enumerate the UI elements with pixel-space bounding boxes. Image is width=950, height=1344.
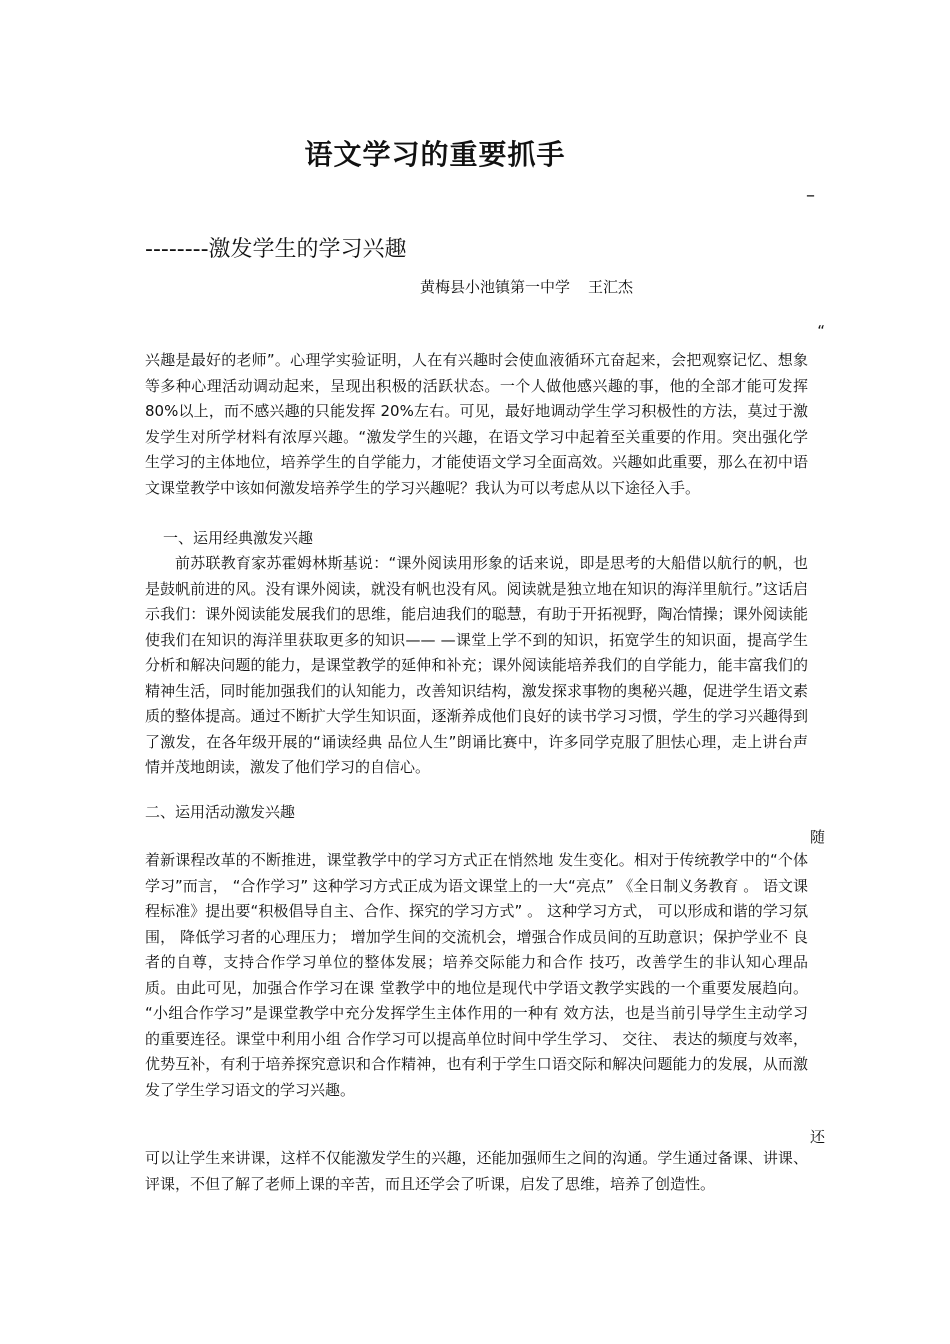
document-title: 语文学习的重要抓手 [304, 138, 566, 171]
title-dash-fragment: – [806, 185, 815, 206]
section1-heading: 一、运用经典激发兴趣 [163, 529, 314, 547]
section2-heading: 二、运用活动激发兴趣 [145, 803, 296, 821]
author-name: 王汇杰 [588, 278, 634, 296]
section2-paragraph: 着新课程改革的不断推进，课堂教学中的学习方式正在悄然地 发生变化。相对于传统教学中的“个体学习”而言， “合作学习” 这种学习方式正成为语文课堂上的一大“亮点” 《全日制义务教育 。 语文课程标准》提出要“积极倡导自主、合作、探究的学习方式” 。 这种学习方式， 可以形成和谐的学习氛围， 降低学习者的心理压力； 增加学生间的交流机会，增强合作成员间的互助意识；保护学业不 良者的自尊，支持合作学习单位的整体发展；培养交际能力和合作 技巧，改善学生的非认知心理品质。由此可见，加强合作学习在课 堂教学中的地位是现代中学语文教学实践的一个重要发展趋向。 “小组合作学习”是课堂教学中充分发挥学生主体作用的一种有 效方法，也是当前引导学生主动学习的重要连径。课堂中利用小组 合作学习可以提高单位时间中学生学习、 交往、 表达的频度与效率， 优势互补，有利于培养探究意识和合作精神，也有利于学生口语交际和解决问题能力的发展，从而激发了学生学习语文的学习兴趣。 [145, 851, 808, 1099]
section1-paragraph: 前苏联教育家苏霍姆林斯基说：“课外阅读用形象的话来说，即是思考的大船借以航行的帆，也是鼓帆前进的风。没有课外阅读，就没有帆也没有风。阅读就是独立地在知识的海洋里航行。”这话启示我们：课外阅读能发展我们的思维，能启迪我们的聪慧，有助于开拓视野，陶冶情操；课外阅读能使我们在知识的海洋里获取更多的知识—— —课堂上学不到的知识，拓宽学生的知识面，提高学生分析和解决问题的能力，是课堂教学的延伸和补充；课外阅读能培养我们的自学能力，能丰富我们的精神生活，同时能加强我们的认知能力，改善知识结构，激发探求事物的奥秘兴趣，促进学生语文素质的整体提高。通过不断扩大学生知识面，逐渐养成他们良好的读书学习习惯，学生的学习兴趣得到了激发，在各年级开展的“诵读经典 品位人生”朗诵比赛中，许多同学克服了胆怯心理，走上讲台声情并茂地朗读，激发了他们学习的自信心。 [145, 554, 808, 776]
document-subtitle: --------激发学生的学习兴趣 [145, 237, 407, 262]
section2-lead-char: 随 [809, 828, 825, 846]
section2-paragraph-2: 可以让学生来讲课，这样不仅能激发学生的兴趣，还能加强师生之间的沟通。学生通过备课、讲课、评课，不但了解了老师上课的辛苦，而且还学会了听课，启发了思维，培养了创造性。 [145, 1149, 808, 1193]
intro-paragraph: 兴趣是最好的老师”。心理学实验证明，人在有兴趣时会使血液循环亢奋起来，会把观察记忆、想象等多种心理活动调动起来，呈现出积极的活跃状态。一个人做他感兴趣的事，他的全部才能可发挥80%以上，而不感兴趣的只能发挥 20%左右。可见，最好地调动学生学习积极性的方法，莫过于激发学生对所学材料有浓厚兴趣。“激发学生的兴趣，在语文学习中起着至关重要的作用。突出强化学生学习的主体地位，培养学生的自学能力，才能使语文学习全面高效。兴趣如此重要，那么在初中语文课堂教学中该如何激发培养学生的学习兴趣呢？我认为可以考虑从以下途径入手。 [145, 351, 808, 497]
author-line [420, 276, 633, 297]
author-school: 黄梅县小池镇第一中学 [420, 278, 571, 296]
intro-lead-quote: “ [817, 322, 825, 340]
section2-lead-char-2: 还 [809, 1128, 825, 1146]
